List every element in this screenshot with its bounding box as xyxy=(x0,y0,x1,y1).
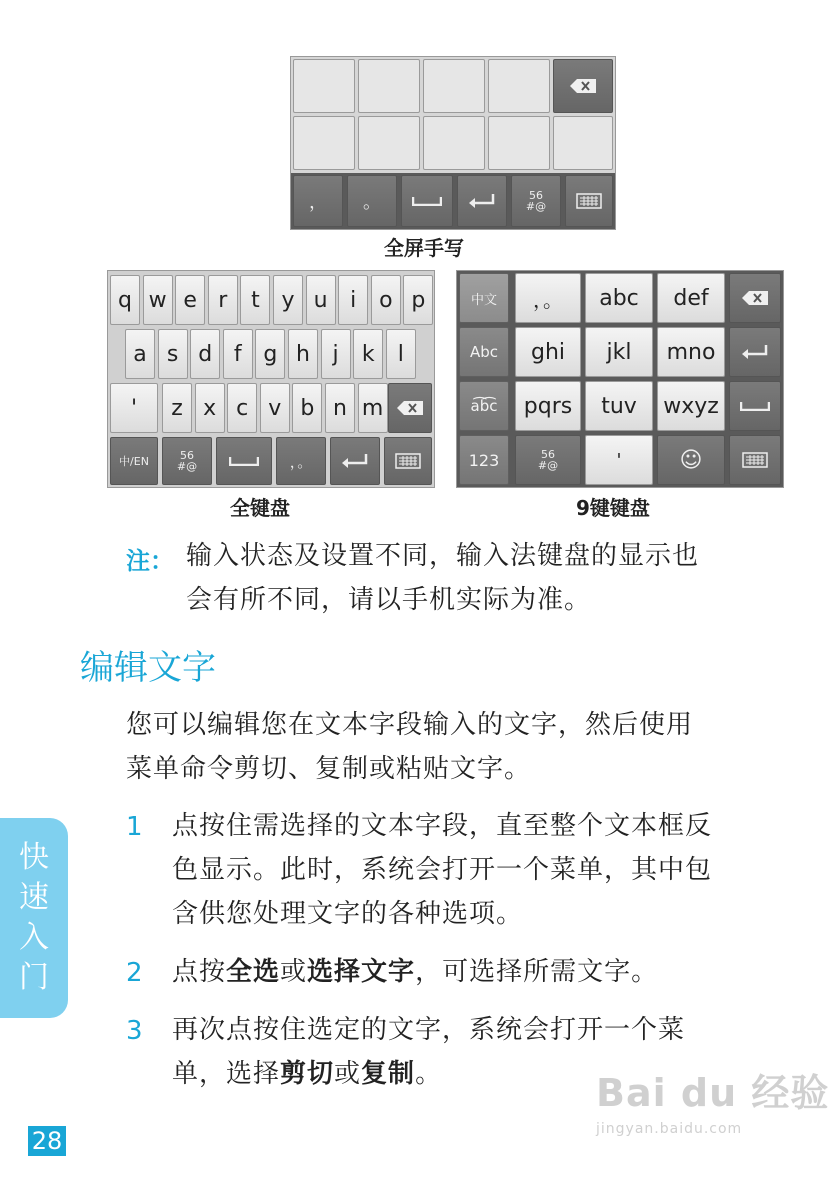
note-label: 注： xyxy=(126,547,174,575)
key-label: r xyxy=(218,287,228,313)
step-1-line-2: 色显示。此时，系统会打开一个菜单，其中包 xyxy=(172,855,713,885)
keyboard-icon xyxy=(576,193,602,209)
letter-key-q[interactable] xyxy=(110,275,140,325)
letter-key-w[interactable] xyxy=(143,275,173,325)
space-key[interactable] xyxy=(401,175,453,227)
t9-label: wxyz xyxy=(663,393,719,419)
step-1-line-1: 点按住需选择的文本字段，直至整个文本框反 xyxy=(172,811,713,841)
key-label: a xyxy=(133,341,147,367)
t9-key[interactable] xyxy=(515,273,581,323)
t9-label: mno xyxy=(666,339,716,365)
page-number: 28 xyxy=(28,1126,66,1156)
num-label: 56 xyxy=(180,449,194,462)
t9-label: tuv xyxy=(601,393,637,419)
num-symbol-key[interactable] xyxy=(511,175,561,227)
enter-icon xyxy=(742,345,768,359)
key-label: c xyxy=(236,395,249,421)
intro-line-1: 您可以编辑您在文本字段输入的文字，然后使用 xyxy=(126,710,694,740)
chinese-mode-key[interactable] xyxy=(459,273,509,323)
step-3-line-1: 再次点按住选定的文字，系统会打开一个菜 xyxy=(172,1015,686,1045)
hw-cell[interactable] xyxy=(488,116,550,170)
letter-key-k[interactable] xyxy=(353,329,383,379)
hw-cell[interactable] xyxy=(293,59,355,113)
hw-cell[interactable] xyxy=(358,59,420,113)
t9-label: ghi xyxy=(530,339,566,365)
key-label: h xyxy=(296,341,310,367)
letter-key-t[interactable] xyxy=(240,275,270,325)
letter-key-x[interactable] xyxy=(195,383,225,433)
punct-key[interactable] xyxy=(276,437,326,485)
hw-cell[interactable] xyxy=(488,59,550,113)
letter-key-j[interactable] xyxy=(321,329,351,379)
letter-key-i[interactable] xyxy=(338,275,368,325)
nine-key-caption: 9键键盘 xyxy=(576,496,650,520)
full-keyboard xyxy=(107,270,435,488)
t9-key[interactable] xyxy=(585,327,653,377)
enter-icon xyxy=(469,194,495,208)
apostrophe-label: ' xyxy=(616,449,622,471)
t9-label: ，。 xyxy=(533,287,563,312)
punct-label: ，。 xyxy=(289,452,313,471)
hw-cell[interactable] xyxy=(423,59,485,113)
full-keyboard-caption: 全键盘 xyxy=(230,496,290,520)
comma-key[interactable] xyxy=(293,175,343,227)
key-label: i xyxy=(350,287,357,313)
letter-key-c[interactable] xyxy=(227,383,257,433)
backspace-icon xyxy=(742,291,768,305)
enter-key[interactable] xyxy=(457,175,507,227)
letter-key-r[interactable] xyxy=(208,275,238,325)
key-label: z xyxy=(171,395,183,421)
chinese-label: 中文 xyxy=(470,292,497,308)
keyboard-switch-key[interactable] xyxy=(384,437,432,485)
chapter-char: 门 xyxy=(19,960,49,995)
key-label: l xyxy=(397,341,404,367)
keyboard-icon xyxy=(395,453,421,469)
nine-key-keyboard xyxy=(456,270,784,488)
letter-key-f[interactable] xyxy=(223,329,253,379)
key-label: b xyxy=(300,395,315,421)
t9-key[interactable] xyxy=(657,327,725,377)
key-label: j xyxy=(332,341,339,367)
letter-key-o[interactable] xyxy=(371,275,401,325)
hw-cell[interactable] xyxy=(358,116,420,170)
letter-key-b[interactable] xyxy=(292,383,322,433)
step-3-text: 单，选择 xyxy=(172,1059,281,1089)
key-label: k xyxy=(361,341,375,367)
period-label: 。 xyxy=(363,192,381,213)
backspace-icon xyxy=(397,401,423,415)
key-label: d xyxy=(198,341,213,367)
hw-cell[interactable] xyxy=(293,116,355,170)
enter-key[interactable] xyxy=(330,437,380,485)
key-label: f xyxy=(233,341,242,367)
apostrophe-key[interactable] xyxy=(585,435,653,485)
step-number: 1 xyxy=(126,812,143,842)
abc-mode-label: Abc xyxy=(469,343,499,361)
key-label: n xyxy=(333,395,347,421)
lang-switch-key[interactable] xyxy=(110,437,158,485)
letter-key-d[interactable] xyxy=(190,329,220,379)
key-label: p xyxy=(411,287,426,313)
space-key[interactable] xyxy=(216,437,272,485)
num-label: 56 xyxy=(529,189,543,202)
symbol-label: #@ xyxy=(525,200,547,213)
letter-key-p[interactable] xyxy=(403,275,433,325)
abc-mode-key[interactable] xyxy=(459,327,509,377)
t9-key[interactable] xyxy=(657,273,725,323)
letter-key-n[interactable] xyxy=(325,383,355,433)
key-label: q xyxy=(118,287,132,313)
period-key[interactable] xyxy=(347,175,397,227)
t9-key[interactable] xyxy=(657,381,725,431)
note-line-2: 会有所不同，请以手机实际为准。 xyxy=(186,585,592,615)
chapter-char: 快 xyxy=(19,840,49,875)
number-mode-label: 123 xyxy=(468,450,500,470)
space-icon xyxy=(229,456,259,466)
space-icon xyxy=(412,196,442,206)
hw-cell[interactable] xyxy=(423,116,485,170)
note-line-1: 输入状态及设置不同，输入法键盘的显示也 xyxy=(186,541,700,571)
letter-key-a[interactable] xyxy=(125,329,155,379)
pinyin-mode-label: a͡b͡c xyxy=(470,397,498,415)
key-label: s xyxy=(166,341,179,367)
key-label: o xyxy=(379,287,393,313)
letter-key-g[interactable] xyxy=(255,329,285,379)
number-mode-key[interactable] xyxy=(459,435,509,485)
keyboard-switch-key[interactable] xyxy=(729,435,781,485)
key-label: m xyxy=(361,395,384,421)
num-label: 56 xyxy=(541,448,555,461)
key-label: e xyxy=(183,287,197,313)
t9-label: def xyxy=(673,285,709,311)
handwriting-caption: 全屏手写 xyxy=(384,236,464,260)
copy-term: 复制 xyxy=(361,1059,416,1089)
keyboard-icon xyxy=(742,452,768,468)
watermark-main: Bai du 经验 xyxy=(596,1071,830,1115)
key-label: y xyxy=(281,287,295,313)
step-number: 2 xyxy=(126,958,143,988)
space-key[interactable] xyxy=(729,381,781,431)
step-2-text: 或 xyxy=(280,957,308,987)
intro-line-2: 菜单命令剪切、复制或粘贴文字。 xyxy=(126,754,532,784)
emoji-key[interactable] xyxy=(657,435,725,485)
letter-key-e[interactable] xyxy=(175,275,205,325)
t9-label: jkl xyxy=(606,339,632,365)
space-icon xyxy=(740,401,770,411)
cut-term: 剪切 xyxy=(280,1059,335,1089)
letter-key-l[interactable] xyxy=(386,329,416,379)
comma-label: ， xyxy=(309,192,327,213)
smiley-icon: ☺ xyxy=(679,447,703,473)
enter-icon xyxy=(342,454,368,468)
lang-label: 中/EN xyxy=(119,455,149,468)
enter-key[interactable] xyxy=(729,327,781,377)
chapter-char: 速 xyxy=(19,880,49,915)
chapter-tab-label xyxy=(16,838,52,998)
backspace-key[interactable] xyxy=(729,273,781,323)
t9-key[interactable] xyxy=(585,273,653,323)
select-all-term: 全选 xyxy=(226,957,281,987)
key-label: u xyxy=(313,287,328,313)
watermark-url: jingyan.baidu.com xyxy=(596,1121,743,1137)
step-number: 3 xyxy=(126,1016,143,1046)
t9-key[interactable] xyxy=(585,381,653,431)
backspace-key[interactable] xyxy=(388,383,432,433)
key-label: x xyxy=(203,395,217,421)
letter-key-s[interactable] xyxy=(158,329,188,379)
t9-key[interactable] xyxy=(515,327,581,377)
pinyin-mode-key[interactable] xyxy=(459,381,509,431)
letter-key-y[interactable] xyxy=(273,275,303,325)
step-2-line xyxy=(172,950,658,994)
step-3-line-2 xyxy=(172,1052,442,1096)
num-symbol-key[interactable] xyxy=(515,435,581,485)
letter-key-z[interactable] xyxy=(162,383,192,433)
key-label: ' xyxy=(130,395,138,421)
key-label: w xyxy=(148,287,167,313)
hw-cell[interactable] xyxy=(553,116,613,170)
letter-key-v[interactable] xyxy=(260,383,290,433)
backspace-key[interactable] xyxy=(553,59,613,113)
step-3-text: 或 xyxy=(334,1059,362,1089)
letter-key-m[interactable] xyxy=(358,383,388,433)
chapter-char: 入 xyxy=(19,920,49,955)
step-3-text: 。 xyxy=(415,1059,443,1089)
watermark-logo xyxy=(596,1062,829,1137)
step-2-text: 点按 xyxy=(172,957,227,987)
keyboard-switch-key[interactable] xyxy=(565,175,613,227)
key-label: v xyxy=(268,395,282,421)
key-label: g xyxy=(263,341,278,367)
step-1-line-3: 含供您处理文字的各种选项。 xyxy=(172,899,524,929)
symbol-label: #@ xyxy=(176,460,198,473)
backspace-icon xyxy=(570,79,596,93)
t9-label: abc xyxy=(599,285,639,311)
apostrophe-key[interactable] xyxy=(110,383,158,433)
handwriting-keyboard xyxy=(290,56,616,230)
letter-key-u[interactable] xyxy=(306,275,336,325)
t9-label: pqrs xyxy=(523,393,573,419)
t9-key[interactable] xyxy=(515,381,581,431)
section-heading: 编辑文字 xyxy=(80,648,216,688)
letter-key-h[interactable] xyxy=(288,329,318,379)
step-2-text: ，可选择所需文字。 xyxy=(415,957,659,987)
num-symbol-key[interactable] xyxy=(162,437,212,485)
symbol-label: #@ xyxy=(537,459,559,472)
select-text-term: 选择文字 xyxy=(307,957,416,987)
key-label: t xyxy=(251,287,260,313)
